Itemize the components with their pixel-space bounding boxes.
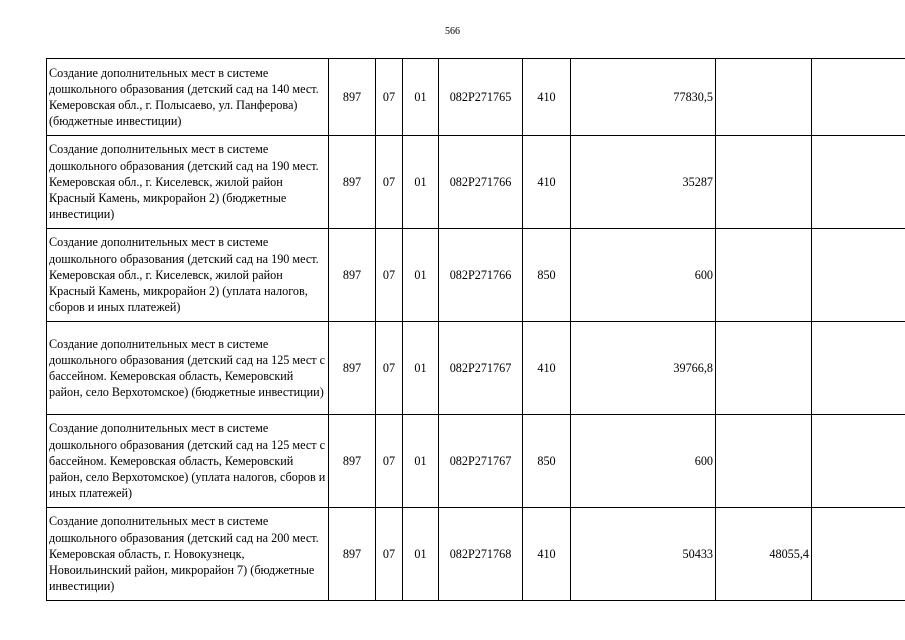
amount-3-cell: [812, 415, 905, 508]
table-row: [47, 415, 905, 508]
subsection-code-cell: 01: [403, 415, 439, 508]
amount-2-cell: [716, 415, 812, 508]
section-code-cell: 07: [376, 508, 403, 601]
amount-2-cell: [716, 322, 812, 415]
expense-type-cell: 410: [523, 136, 571, 229]
budget-table: [46, 58, 905, 601]
table-row: [47, 229, 905, 322]
table-row: [47, 59, 905, 136]
section-code-cell: 07: [376, 59, 403, 136]
subsection-code-cell: 01: [403, 136, 439, 229]
table-row: [47, 136, 905, 229]
ministry-code-cell: 897: [329, 136, 376, 229]
amount-3-cell: [812, 59, 905, 136]
ministry-code-cell: 897: [329, 229, 376, 322]
amount-1-cell: 77830,5: [571, 59, 716, 136]
section-code-cell: 07: [376, 415, 403, 508]
item-name-cell: Создание дополнительных мест в системе дошкольного образования (детский сад на 125 мест с бассейном. Кемеровская область, Кемеровский район, село Верхотомское) (уплата налогов, сборов и иных платежей): [47, 415, 329, 508]
amount-1-cell: 50433: [571, 508, 716, 601]
item-name-cell: Создание дополнительных мест в системе дошкольного образования (детский сад на 200 мест. Кемеровская область, г. Новокузнецк, Новоильинский район, микрорайон 7) (бюджетные инвестиции): [47, 508, 329, 601]
expense-type-cell: 410: [523, 322, 571, 415]
amount-1-cell: 39766,8: [571, 322, 716, 415]
expense-type-cell: 850: [523, 415, 571, 508]
expense-type-cell: 410: [523, 508, 571, 601]
amount-1-cell: 35287: [571, 136, 716, 229]
subsection-code-cell: 01: [403, 59, 439, 136]
target-article-cell: 082P271766: [439, 229, 523, 322]
ministry-code-cell: 897: [329, 508, 376, 601]
subsection-code-cell: 01: [403, 229, 439, 322]
target-article-cell: 082P271767: [439, 415, 523, 508]
section-code-cell: 07: [376, 136, 403, 229]
table-row: [47, 508, 905, 601]
page-number: 566: [445, 26, 460, 37]
target-article-cell: 082P271768: [439, 508, 523, 601]
ministry-code-cell: 897: [329, 59, 376, 136]
amount-2-cell: [716, 229, 812, 322]
section-code-cell: 07: [376, 229, 403, 322]
item-name-cell: Создание дополнительных мест в системе дошкольного образования (детский сад на 125 мест с бассейном. Кемеровская область, Кемеровский район, село Верхотомское) (бюджетные инвестиции): [47, 322, 329, 415]
ministry-code-cell: 897: [329, 322, 376, 415]
table-row: [47, 322, 905, 415]
item-name-cell: Создание дополнительных мест в системе дошкольного образования (детский сад на 190 мест. Кемеровская обл., г. Киселевск, жилой район Красный Камень, микрорайон 2) (бюджетные инвестиции): [47, 136, 329, 229]
target-article-cell: 082P271767: [439, 322, 523, 415]
amount-3-cell: [812, 322, 905, 415]
item-name-cell: Создание дополнительных мест в системе дошкольного образования (детский сад на 140 мест. Кемеровская обл., г. Полысаево, ул. Панферова) (бюджетные инвестиции): [47, 59, 329, 136]
item-name-cell: Создание дополнительных мест в системе дошкольного образования (детский сад на 190 мест. Кемеровская обл., г. Киселевск, жилой район Красный Камень, микрорайон 2) (уплата налогов, сборов и иных платежей): [47, 229, 329, 322]
amount-1-cell: 600: [571, 415, 716, 508]
subsection-code-cell: 01: [403, 322, 439, 415]
amount-3-cell: [812, 229, 905, 322]
ministry-code-cell: 897: [329, 415, 376, 508]
subsection-code-cell: 01: [403, 508, 439, 601]
amount-2-cell: [716, 136, 812, 229]
expense-type-cell: 410: [523, 59, 571, 136]
amount-3-cell: [812, 508, 905, 601]
expense-type-cell: 850: [523, 229, 571, 322]
section-code-cell: 07: [376, 322, 403, 415]
amount-2-cell: [716, 59, 812, 136]
target-article-cell: 082P271765: [439, 59, 523, 136]
amount-3-cell: [812, 136, 905, 229]
target-article-cell: 082P271766: [439, 136, 523, 229]
amount-1-cell: 600: [571, 229, 716, 322]
amount-2-cell: 48055,4: [716, 508, 812, 601]
